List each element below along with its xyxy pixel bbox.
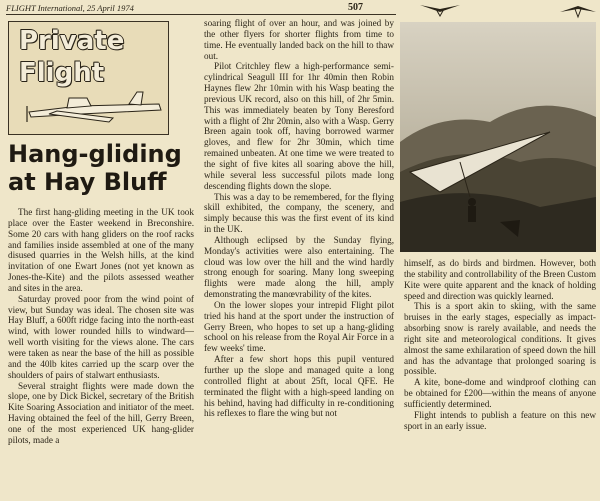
col2-paragraph: Pilot Critchley flew a high-performance semi-cylindrical Seagull III for 1hr 40min then Robin Haynes flew 2hr 10min with his Wasp beating the previous UK record, also on this hill, of 2hr 5min. This was immediately beaten by Tony Beresford with a flight of 2hr 20min, also with a Wasp. Gerry Breen again took off, having borrowed warmer gloves, and flew for 2hr 30min, which time remained unbeaten. At one time we were treated to the sight of five kites all soaring above the hill, while several less successful pilots made long descending flights down the slope. — [204, 61, 394, 191]
article-title-line1: Hang-gliding — [8, 140, 182, 168]
publication-header: FLIGHT International, 25 April 1974 — [6, 3, 134, 13]
col3-paragraph: This is a sport akin to skiing, with the same bruises in the early stages, especially as impact-absorbing snow is rarely available, and needs the right site and meteorological conditions. It gives almost the same exhilaration of speed down the hill and has the advantage that prolonged soaring is possible. — [404, 301, 596, 377]
hang-glider-photo — [400, 22, 596, 252]
col1-paragraph: Saturday proved poor from the wind point of view, but Sunday was ideal. The chosen site was Hay Bluff, a 600ft ridge facing into the north-east wind, with lower rounded hills to windward—well worth visiting for the views alone. The cars were taken as near the base of the hill as possible and the 40lb kites carried up the scarp over the shoulders of pairs of stalwart enthusiasts. — [8, 293, 194, 380]
col1-paragraph: Several straight flights were made down the slope, one by Dick Bickel, secretary of the British Kite Soaring Association and initiator of the meet. Having obtained the feel of the hill, Gerry Breen, one of the most experienced UK hang-glider pilots, made a — [8, 380, 194, 445]
col3-paragraph: Flight intends to publish a feature on this new sport in an early issue. — [404, 409, 596, 431]
page-number: 507 — [348, 2, 363, 13]
article-column-2 — [204, 18, 394, 419]
article-column-1 — [8, 207, 194, 446]
col2-paragraph: After a few short hops this pupil ventured further up the slope and managed quite a long controlled flight at about 25ft, local QFE. He terminated the flight with a high-speed landing on his behind, having had difficulty in re-conditioning his reflexes to flare the wing but not — [204, 354, 394, 419]
article-column-3 — [404, 258, 596, 432]
col1-paragraph: The first hang-gliding meeting in the UK took place over the Easter weekend in Breconshire. Some 20 cars with hang gliders on the roof racks and families inside assembled at one of the many disused quarries in the Welsh hills, at the kind invitation of one Ewart Jones (not yet known as Jones-the-Kite) and the pilots assessed weather and sites in the area. — [8, 207, 194, 293]
col2-paragraph: On the lower slopes your intrepid Flight pilot tried his hand at the sport under the instruction of Gerry Breen, who hopes to set up a hang-gliding school on his release from the Royal Air Force in a few weeks' time. — [204, 299, 394, 354]
col3-paragraph: himself, as do birds and birdmen. However, both the stability and controllability of the Breen Custom Kite were quite apparent and the knack of holding speed and direction was quickly learned. — [404, 258, 596, 301]
private-flight-logo — [8, 21, 169, 135]
col2-paragraph: This was a day to be remembered, for the flying skill exhibited, the company, the scenery, and simply because this was the first event of its kind in the UK. — [204, 191, 394, 235]
logo-line2: Flight — [19, 58, 105, 88]
col2-paragraph: Although eclipsed by the Sunday flying, Monday's activities were also entertaining. The cloud was low over the hill and the wind hardly strong enough for soaring. Many long sweeping flights were made along the hill, amply demonstrating the manœvrability of the kites. — [204, 234, 394, 300]
col3-paragraph: A kite, bone-dome and windproof clothing can be obtained for £200—within the means of anyone sufficiently determined. — [404, 377, 596, 409]
light-aircraft-icon — [9, 84, 168, 134]
logo-line1: Private — [19, 26, 125, 56]
glider-silhouettes-icon — [400, 0, 600, 22]
article-title — [8, 140, 182, 196]
col2-paragraph: soaring flight of over an hour, and was joined by the other flyers for shorter flights from time to time. He eventually landed back on the hill to thaw out. — [204, 18, 394, 61]
article-title-line2: at Hay Bluff — [8, 168, 167, 196]
header-rule — [6, 14, 396, 15]
